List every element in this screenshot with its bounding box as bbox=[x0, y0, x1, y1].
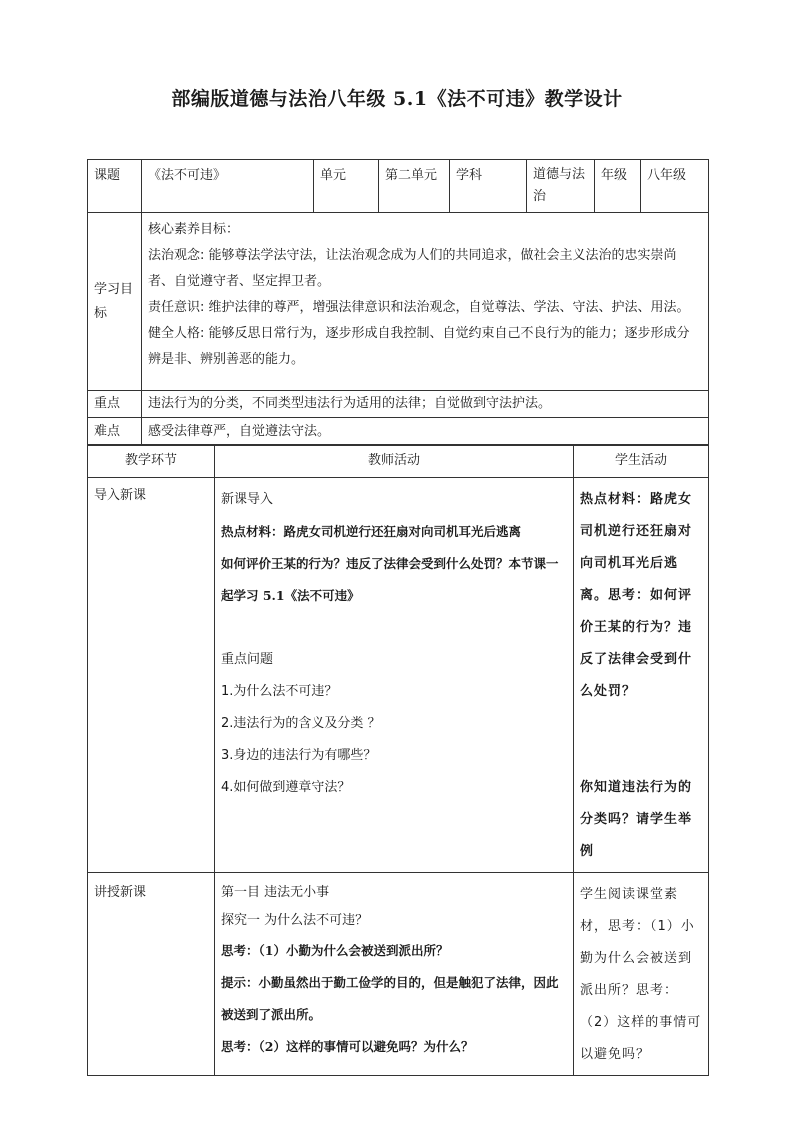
focus-heading: 重点问题 bbox=[221, 652, 274, 667]
goals-row bbox=[88, 213, 709, 391]
difficult-label: 难点 bbox=[88, 418, 142, 446]
difficult-value: 感受法律尊严，自觉遵法守法。 bbox=[142, 418, 709, 446]
difficult-row bbox=[88, 418, 709, 446]
focus-item: 2.违法行为的含义及分类 ？ bbox=[221, 716, 381, 731]
lecture-line: 探究一 为什么法不可违？ bbox=[221, 913, 369, 928]
intro-material: 热点材料：路虎女司机逆行还狂扇对向司机耳光后逃离 bbox=[221, 524, 522, 539]
lecture-line: 第一目 违法无小事 bbox=[221, 885, 330, 900]
focus-item: 1.为什么法不可违？ bbox=[221, 684, 338, 699]
stage-lecture: 讲授新课 bbox=[88, 873, 215, 1076]
goals-label: 学习目标 bbox=[88, 213, 142, 391]
intro-heading: 新课导入 bbox=[221, 492, 274, 507]
teacher-intro bbox=[215, 478, 574, 873]
teacher-lecture bbox=[215, 873, 574, 1076]
header-teacher: 教师活动 bbox=[215, 445, 574, 478]
lesson-label: 课题 bbox=[88, 160, 142, 213]
student-intro-text2: 你知道违法行为的分类吗？请学生举例 bbox=[580, 780, 693, 859]
key-row bbox=[88, 391, 709, 418]
focus-item: 3.身边的违法行为有哪些？ bbox=[221, 748, 377, 763]
process-row-intro bbox=[88, 478, 709, 873]
lesson-info-table bbox=[87, 159, 709, 446]
goal-item: 健全人格: 能够反思日常行为，逐步形成自我控制、自觉约束自己不良行为的能力；逐步形成分辨是非、辨别善恶的能力。 bbox=[148, 326, 690, 367]
goal-item: 责任意识: 维护法律的尊严，增强法律意识和法治观念，自觉尊法、学法、守法、护法、用法。 bbox=[148, 300, 690, 315]
document-title: 部编版道德与法治八年级 5.1《法不可违》教学设计 bbox=[171, 88, 623, 110]
lecture-line: 思考：（1）小勤为什么会被送到派出所？ bbox=[221, 943, 449, 958]
unit-value: 第二单元 bbox=[379, 160, 450, 213]
key-value: 违法行为的分类，不同类型违法行为适用的法律；自觉做到守法护法。 bbox=[142, 391, 709, 418]
lecture-line: 提示：小勤虽然出于勤工俭学的目的，但是触犯了法律，因此被送到了派出所。 bbox=[221, 975, 559, 1022]
goal-heading: 核心素养目标： bbox=[148, 222, 240, 237]
key-label: 重点 bbox=[88, 391, 142, 418]
focus-item: 4.如何做到遵章守法？ bbox=[221, 780, 351, 795]
subject-value: 道德与法治 bbox=[527, 160, 595, 213]
student-lecture: 学生阅读课堂素材，思考：（1）小勤为什么会被送到派出所？思考：（2）这样的事情可以避免吗？ bbox=[574, 873, 709, 1076]
process-header-row bbox=[88, 445, 709, 478]
lecture-line: 思考：（2）这样的事情可以避免吗？为什么？ bbox=[221, 1039, 474, 1054]
header-student: 学生活动 bbox=[574, 445, 709, 478]
info-row bbox=[88, 160, 709, 213]
student-intro bbox=[574, 478, 709, 873]
grade-label: 年级 bbox=[595, 160, 641, 213]
goal-item: 法治观念: 能够尊法学法守法，让法治观念成为人们的共同追求，做社会主义法治的忠实崇尚者、自觉遵守者、坚定捍卫者。 bbox=[148, 248, 677, 289]
subject-label: 学科 bbox=[450, 160, 527, 213]
lesson-value: 《法不可违》 bbox=[142, 160, 314, 213]
process-row-lecture bbox=[88, 873, 709, 1076]
student-intro-text1: 热点材料：路虎女司机逆行还狂扇对向司机耳光后逃离。思考：如何评价王某的行为？违反了法律会受到什么处罚？ bbox=[580, 492, 693, 699]
stage-intro: 导入新课 bbox=[88, 478, 215, 873]
intro-question: 如何评价王某的行为？违反了法律会受到什么处罚？本节课一起学习 5.1《法不可违》 bbox=[221, 556, 559, 603]
header-stage: 教学环节 bbox=[88, 445, 215, 478]
teaching-process-table bbox=[87, 444, 709, 1076]
goals-content bbox=[142, 213, 709, 391]
grade-value: 八年级 bbox=[641, 160, 709, 213]
unit-label: 单元 bbox=[314, 160, 379, 213]
